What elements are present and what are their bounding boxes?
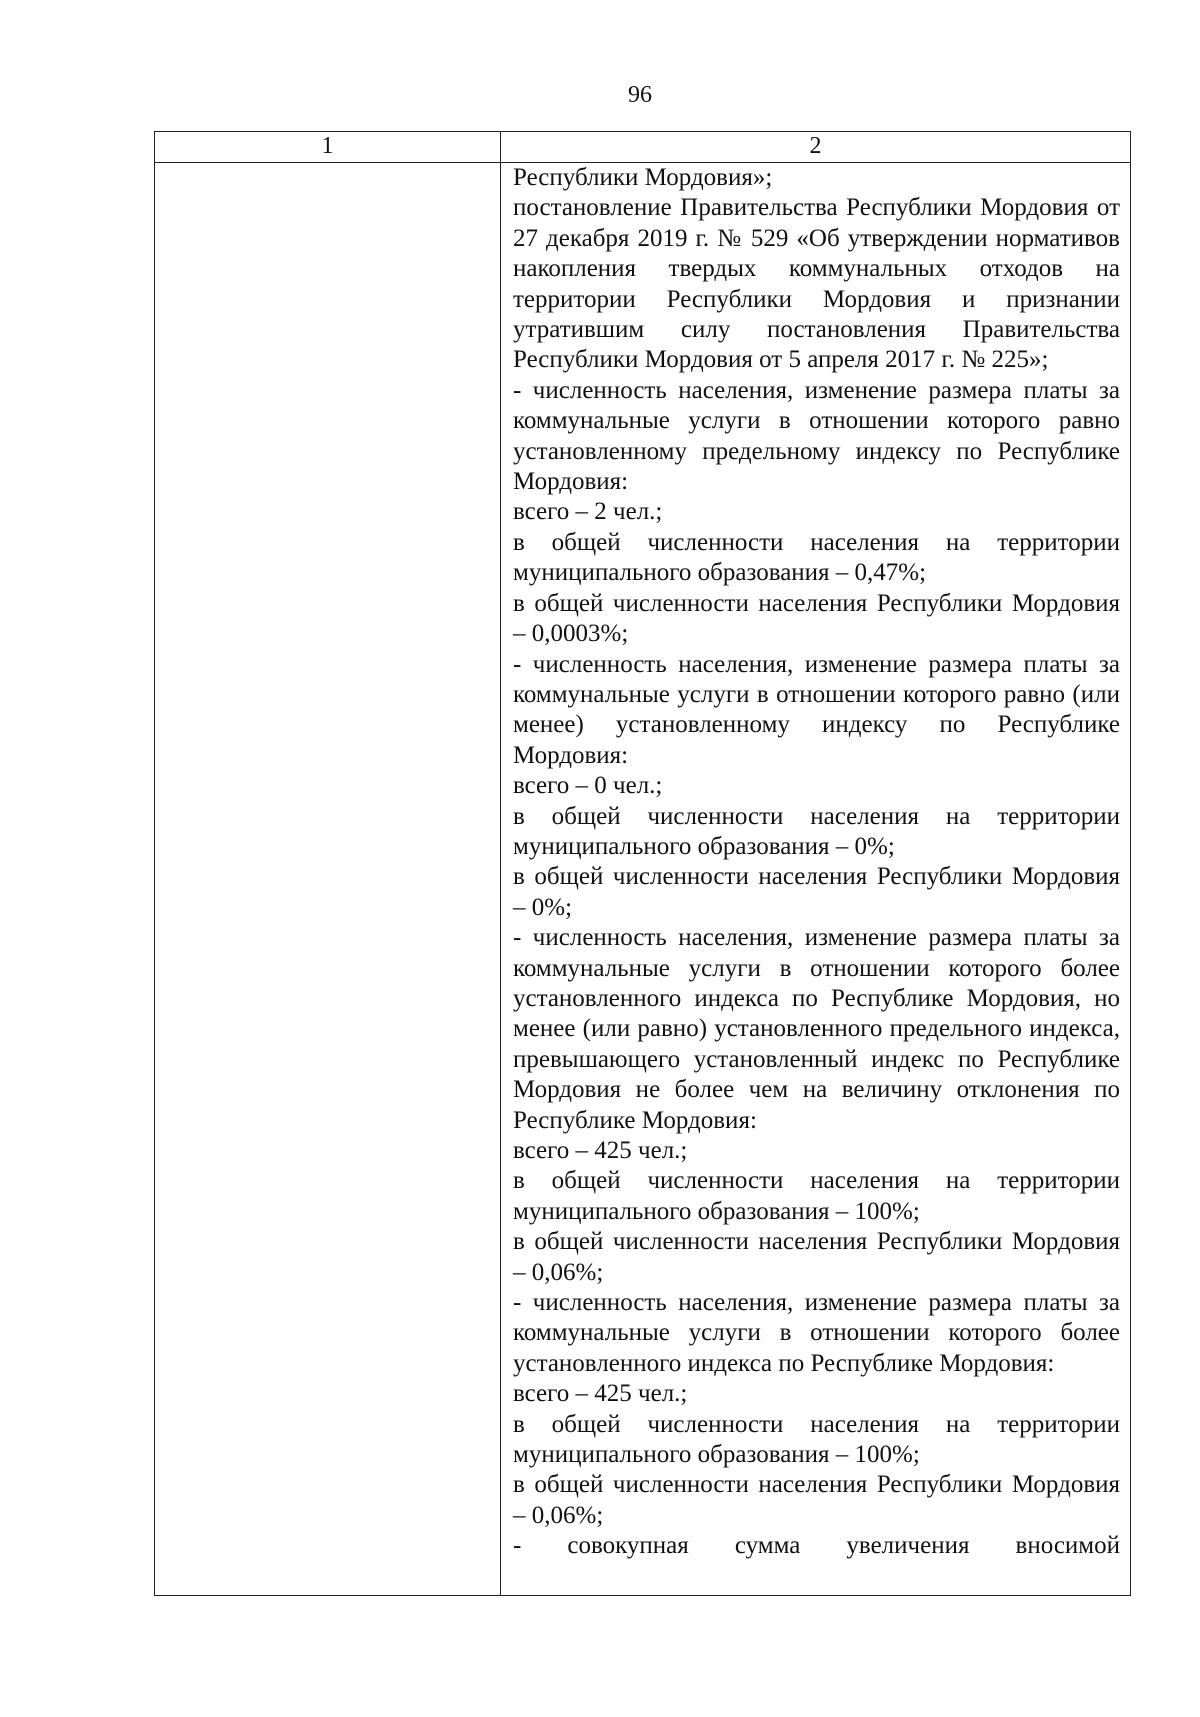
paragraph: постановление Правительства Республики Мордовия от 27 декабря 2019 г. № 529 «Об утверждении нормативов накопления твердых коммунальных отходов на территории Республики Мордовия и признании утратившим силу постановления Правительства Республики Мордовия от 5 апреля 2017 г. № 225»;	[513, 194, 1120, 374]
paragraph: - численность населения, изменение размера платы за коммунальные услуги в отношении которого более установленного индекса по Республике Мордовия:	[513, 1289, 1120, 1377]
column-2-cell	[501, 163, 1131, 1596]
paragraph: в общей численности населения на территории муниципального образования – 0%;	[513, 802, 1120, 860]
table-row	[155, 163, 1131, 1596]
column-header-2: 2	[501, 132, 1131, 163]
cell-content	[501, 163, 1130, 1595]
document-table	[154, 131, 1131, 1596]
paragraph: в общей численности населения на территории муниципального образования – 0,47%;	[513, 528, 1120, 587]
paragraph: в общей численности населения Республики Мордовия – 0,0003%;	[513, 589, 1120, 648]
paragraph: Республики Мордовия»;	[513, 164, 773, 191]
column-1-cell	[155, 163, 501, 1596]
paragraph: всего – 0 чел.;	[513, 772, 663, 800]
paragraph: - численность населения, изменение размера платы за коммунальные услуги в отношении которого более установленного индекса по Республике Мордовия, но менее (или равно) установленного предельного индекса, превышающего установленный индекс по Республике Мордовия не более чем на величину отклонения по Республике Мордовия:	[513, 924, 1120, 1134]
paragraph: всего – 425 чел.;	[513, 1137, 688, 1164]
paragraph: - совокупная сумма увеличения вносимой	[513, 1532, 1120, 1560]
paragraph: всего – 2 чел.;	[513, 498, 663, 526]
paragraph: в общей численности населения на территории муниципального образования – 100%;	[513, 1410, 1120, 1469]
paragraph: - численность населения, изменение размера платы за коммунальные услуги в отношении которого равно установленному предельному индексу по Республике Мордовия:	[513, 376, 1120, 496]
column-header-1: 1	[155, 132, 501, 163]
paragraph: в общей численности населения Республики Мордовия – 0,06%;	[513, 1228, 1120, 1286]
paragraph: в общей численности населения Республики Мордовия – 0,06%;	[513, 1471, 1120, 1529]
paragraph: в общей численности населения Республики Мордовия – 0%;	[513, 863, 1120, 921]
table-header-row	[155, 132, 1131, 163]
page-number: 96	[628, 82, 652, 108]
paragraph: в общей численности населения на территории муниципального образования – 100%;	[513, 1167, 1120, 1225]
paragraph: всего – 425 чел.;	[513, 1380, 688, 1408]
paragraph: - численность населения, изменение размера платы за коммунальные услуги в отношении которого равно (или менее) установленному индексу по Республике Мордовия:	[513, 650, 1120, 769]
